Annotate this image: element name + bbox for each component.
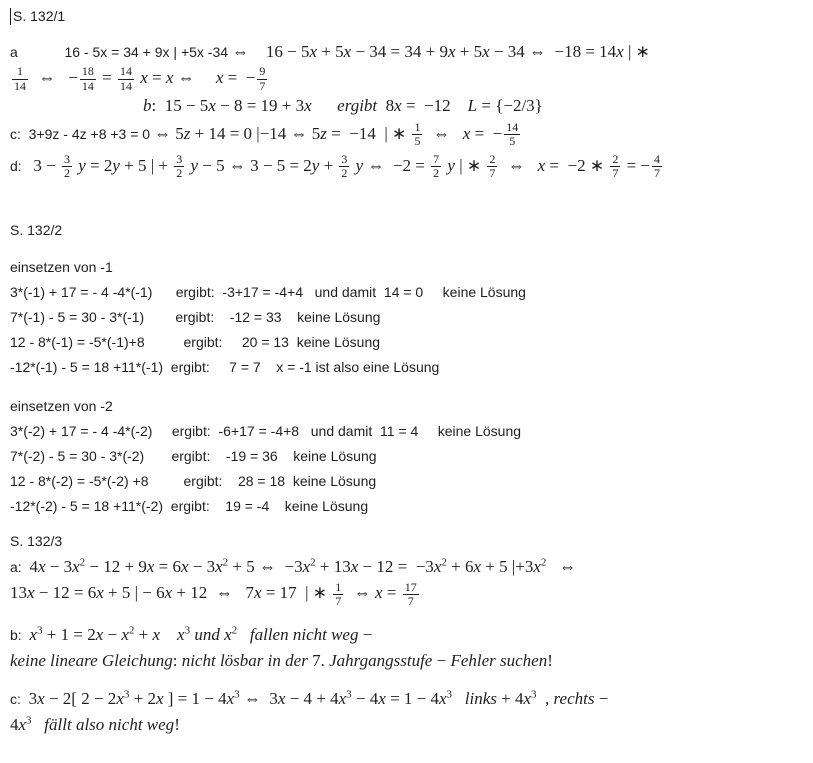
fraction-denominator: 2 xyxy=(63,166,70,181)
fraction-numerator: 1 xyxy=(12,65,28,79)
fraction-numerator: 14 xyxy=(506,120,519,135)
equation-3b-line1 xyxy=(10,622,805,648)
text-run: 3*(-2) + 17 = - 4 -4*(-2) ergibt: -6+17 = -4+8 und damit 11 = 4 keine Lösung xyxy=(10,423,522,440)
check-3x-minus1 xyxy=(10,280,805,305)
equation-3a-line1 xyxy=(10,554,805,580)
math-run: y − 5 ⇔ 3 − 5 = 2y + xyxy=(190,155,338,175)
fraction xyxy=(339,153,349,180)
equation-1a-line1 xyxy=(10,39,805,65)
fraction xyxy=(174,153,184,180)
text-run: a: xyxy=(10,559,30,576)
math-run: 3 − xyxy=(33,155,60,175)
fraction xyxy=(412,121,422,148)
fraction-denominator: 14 xyxy=(81,78,94,93)
math-run: y | ∗ xyxy=(447,155,486,175)
fraction-numerator: 3 xyxy=(63,151,70,166)
fraction-numerator: 3 xyxy=(341,151,348,166)
text-run: c: 3+9z - 4z +8 +3 = 0 xyxy=(10,125,154,142)
equation-3b-line2 xyxy=(10,648,805,674)
section-1-heading xyxy=(10,4,805,29)
math-run: y = 2y + 5 | + xyxy=(78,155,173,175)
text-run: 3*(-1) + 17 = - 4 -4*(-1) ergibt: -3+17 = -4+4 und damit 14 = 0 keine Lösung xyxy=(10,284,526,301)
fraction-numerator: 1 xyxy=(414,120,421,135)
fraction xyxy=(431,153,441,180)
equation-1b xyxy=(143,93,805,119)
math-run: 13x − 12 = 6x + 5 | − 6x + 12 ⇔ 7x = 17 | ∗ xyxy=(10,583,332,603)
math-run: $x^3 + 1 = 2x - x^2 + x$ $x^3$ und $x^2$ fallen nicht weg − xyxy=(29,624,373,645)
insert-minus1-label xyxy=(10,255,805,280)
check-7x-minus1 xyxy=(10,305,805,330)
fraction-numerator: 3 xyxy=(176,151,183,166)
text-run: einsetzen von -1 xyxy=(10,259,113,276)
math-run: keine lineare Gleichung: nicht lösbar in der 7. Jahrgangsstufe − Fehler suchen! xyxy=(10,651,553,671)
text-run: b: xyxy=(10,627,30,644)
fraction-denominator: 14 xyxy=(119,78,132,93)
check-3x-minus2 xyxy=(10,419,805,444)
math-run: y ⇔ −2 = xyxy=(355,155,430,175)
equation-1c xyxy=(10,121,805,149)
fraction-denominator: 5 xyxy=(509,134,516,149)
section-heading-text: S. 132/1 xyxy=(13,8,66,24)
math-run: b: 15 − 5x − 8 = 19 + 3x ergibt 8x = −12 L = {−2/3} xyxy=(143,95,543,115)
text-run: 12 - 8*(-1) = -5*(-1)+8 ergibt: 20 = 13 keine Lösung xyxy=(10,334,381,351)
math-run: ⇔ x = xyxy=(345,583,401,603)
section-heading-text: S. 132/3 xyxy=(10,533,63,550)
fraction xyxy=(403,581,419,608)
fraction-denominator: 7 xyxy=(259,78,266,93)
check-12-minus1 xyxy=(10,330,805,355)
fraction xyxy=(504,121,520,148)
text-run: a 16 - 5x = 34 + 9x | +5x -34 xyxy=(10,44,232,60)
text-run: 7*(-1) - 5 = 30 - 3*(-1) ergibt: -12 = 33 keine Lösung xyxy=(10,309,381,326)
fraction-denominator: 7 xyxy=(407,593,414,608)
fraction xyxy=(487,153,497,180)
fraction xyxy=(118,65,134,92)
fraction-denominator: 2 xyxy=(176,166,183,181)
check-neg12-minus1 xyxy=(10,355,805,380)
fraction-numerator: 4 xyxy=(654,151,661,166)
fraction xyxy=(610,153,620,180)
math-run: ⇔ − xyxy=(30,68,78,87)
equation-1d xyxy=(10,153,805,181)
equation-3a-line2 xyxy=(10,580,805,608)
section-2-heading xyxy=(10,218,805,243)
fraction-denominator: 2 xyxy=(341,166,348,181)
math-run: ⇔ x = − xyxy=(424,123,503,143)
math-run: = − xyxy=(622,155,651,175)
fraction-denominator: 2 xyxy=(433,166,440,181)
fraction-denominator: 7 xyxy=(654,166,661,181)
math-run: $4x - 3x^2 - 12 + 9x = 6x - 3x^2 + 5$ ⇔ $-3x^2 + 13x - 12 = -3x^2 + 6x + 5$ $|+3x^2$ ⇔ xyxy=(29,556,577,577)
fraction xyxy=(257,65,267,92)
fraction-denominator: 7 xyxy=(489,166,496,181)
text-run: -12*(-1) - 5 = 18 +11*(-1) ergibt: 7 = 7 x = -1 ist also eine Lösung xyxy=(10,359,440,376)
fraction-denominator: 14 xyxy=(14,78,26,93)
fraction-denominator: 7 xyxy=(335,593,342,608)
text-run: 7*(-2) - 5 = 30 - 3*(-2) ergibt: -19 = 36 keine Lösung xyxy=(10,448,377,465)
section-3-heading xyxy=(10,529,805,554)
check-7x-minus2 xyxy=(10,444,805,469)
math-run: ⇔ 5z + 14 = 0 |−14 ⇔ 5z = −14 | ∗ xyxy=(153,123,411,143)
check-12-minus2 xyxy=(10,469,805,494)
fraction-numerator: 7 xyxy=(433,151,440,166)
equation-3c-line2 xyxy=(10,712,805,738)
fraction xyxy=(652,153,662,180)
fraction-numerator: 14 xyxy=(119,64,132,79)
fraction xyxy=(333,581,343,608)
math-run: $4x^3$ fällt also nicht weg! xyxy=(10,714,180,735)
math-run: x = x ⇔ x = − xyxy=(140,68,256,87)
fraction-numerator: 2 xyxy=(612,151,619,166)
text-run: d: xyxy=(10,157,34,174)
text-run: einsetzen von -2 xyxy=(10,398,113,415)
math-run: 3x − 2[ $2 - 2x^3 + 2x$ ] = $1 - 4x^3$ ⇔ $3x - 4 + 4x^3 - 4x = 1 - 4x^3$ links + $4x^3$ , rechts − xyxy=(28,688,609,709)
fraction-denominator: 5 xyxy=(414,134,421,149)
math-run: = xyxy=(97,68,116,87)
fraction-numerator: 18 xyxy=(81,64,94,79)
equation-3c-line1 xyxy=(10,686,805,712)
equation-1a-line2 xyxy=(10,65,805,93)
fraction-numerator: 1 xyxy=(335,579,342,594)
text-run: -12*(-2) - 5 = 18 +11*(-2) ergibt: 19 = -4 keine Lösung xyxy=(10,498,369,515)
fraction xyxy=(62,153,72,180)
fraction-numerator: 2 xyxy=(489,151,496,166)
fraction-numerator: 9 xyxy=(259,64,266,79)
text-run: 12 - 8*(-2) = -5*(-2) +8 ergibt: 28 = 18 keine Lösung xyxy=(10,473,377,490)
fraction xyxy=(80,65,96,92)
check-neg12-minus2 xyxy=(10,494,805,519)
math-run: ⇔ x = −2 ∗ xyxy=(499,155,609,175)
text-run: c: xyxy=(10,691,29,708)
section-heading-text: S. 132/2 xyxy=(10,222,63,239)
fraction xyxy=(12,65,28,92)
text-cursor xyxy=(10,8,11,25)
math-run: ⇔ 16 − 5x + 5x − 34 = 34 + 9x + 5x − 34 ⇔ −18 = 14x | ∗ xyxy=(231,42,650,61)
insert-minus2-label xyxy=(10,394,805,419)
fraction-numerator: 17 xyxy=(404,579,417,594)
fraction-denominator: 7 xyxy=(612,166,619,181)
